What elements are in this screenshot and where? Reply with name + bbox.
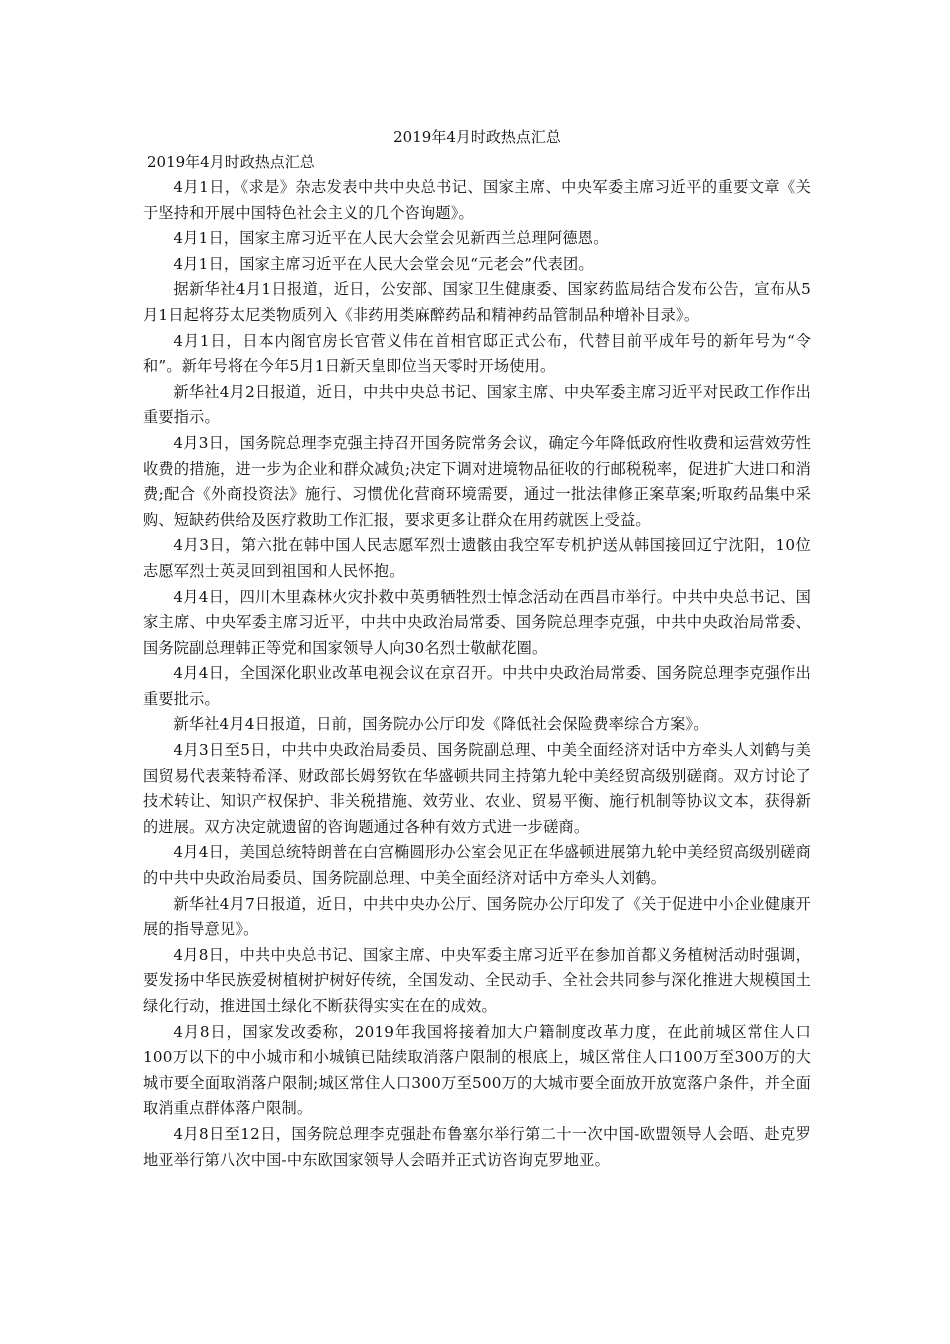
paragraph: 4月8日，国家发改委称，2019年我国将接着加大户籍制度改革力度，在此前城区常住人口100万以下的中小城市和小城镇已陆续取消落户限制的根底上，城区常住人口100万至300万的大城市要全面取消落户限制;城区常住人口300万至500万的大城市要全面放开放宽落户条件，并全面取消重点群体落户限制。: [143, 1022, 811, 1118]
paragraph: 新华社4月7日报道，近日，中共中央办公厅、国务院办公厅印发了《关于促进中小企业健康开展的指导意见》。: [143, 894, 811, 939]
paragraph: 4月3日至5日，中共中央政治局委员、国务院副总理、中美全面经济对话中方牵头人刘鹤与美国贸易代表莱特希泽、财政部长姆努钦在华盛顿共同主持第九轮中美经贸高级别磋商。双方讨论了技术转让、知识产权保护、非关税措施、效劳业、农业、贸易平衡、施行机制等协议文本，获得新的进展。双方决定就遗留的咨询题通过各种有效方式进一步磋商。: [143, 741, 811, 836]
paragraph: 新华社4月4日报道，日前，国务院办公厅印发《降低社会保险费率综合方案》。: [173, 715, 709, 734]
paragraph: 4月1日，国家主席习近平在人民大会堂会见新西兰总理阿德恩。: [173, 229, 609, 248]
paragraph: 4月4日，美国总统特朗普在白宫椭圆形办公室会见正在华盛顿进展第九轮中美经贸高级别磋商的中共中央政治局委员、国务院副总理、中美全面经济对话中方牵头人刘鹤。: [143, 843, 811, 888]
paragraph: 4月8日至12日，国务院总理李克强赴布鲁塞尔举行第二十一次中国-欧盟领导人会晤、赴克罗地亚举行第八次中国-中东欧国家领导人会晤并正式访咨询克罗地亚。: [143, 1124, 811, 1169]
paragraph: 4月1日，《求是》杂志发表中共中央总书记、国家主席、中央军委主席习近平的重要文章《关于坚持和开展中国特色社会主义的几个咨询题》。: [143, 178, 811, 222]
paragraph: 新华社4月2日报道，近日，中共中央总书记、国家主席、中央军委主席习近平对民政工作作出重要指示。: [143, 382, 811, 427]
paragraph: 4月3日，国务院总理李克强主持召开国务院常务会议，确定今年降低政府性收费和运营效劳性收费的措施，进一步为企业和群众减负;决定下调对进境物品征收的行邮税税率，促进扩大进口和消费;配合《外商投资法》施行、习惯优化营商环境需要，通过一批法律修正案草案;听取药品集中采购、短缺药供给及医疗救助工作汇报，要求更多让群众在用药就医上受益。: [143, 433, 811, 529]
paragraph: 4月4日，全国深化职业改革电视会议在京召开。中共中央政治局常委、国务院总理李克强作出重要批示。: [143, 664, 811, 708]
document-body: [143, 175, 811, 1173]
document-title: 2019年4月时政热点汇总: [393, 128, 561, 146]
paragraph: 4月4日，四川木里森林火灾扑救中英勇牺牲烈士悼念活动在西昌市举行。中共中央总书记、国家主席、中央军委主席习近平，中共中央政治局常委、国务院总理李克强，中共中央政治局常委、国务院副总理韩正等党和国家领导人向30名烈士敬献花圈。: [143, 587, 811, 657]
paragraph: 4月1日，日本内阁官房长官菅义伟在首相官邸正式公布，代替目前平成年号的新年号为“令和”。新年号将在今年5月1日新天皇即位当天零时开场使用。: [143, 331, 811, 376]
paragraph: 4月1日，国家主席习近平在人民大会堂会见“元老会”代表团。: [173, 254, 594, 273]
document-page: [143, 124, 811, 1173]
paragraph: 据新华社4月1日报道，近日，公安部、国家卫生健康委、国家药监局结合发布公告，宣布从5月1日起将芬太尼类物质列入《非药用类麻醉药品和精神药品管制品种增补目录》。: [143, 280, 811, 324]
paragraph: 4月3日，第六批在韩中国人民志愿军烈士遗骸由我空军专机护送从韩国接回辽宁沈阳，10位志愿军烈士英灵回到祖国和人民怀抱。: [143, 536, 811, 580]
document-subtitle: 2019年4月时政热点汇总: [147, 153, 315, 171]
paragraph: 4月8日，中共中央总书记、国家主席、中央军委主席习近平在参加首都义务植树活动时强调，要发扬中华民族爱树植树护树好传统，全国发动、全民动手、全社会共同参与深化推进大规模国土绿化行动，推进国土绿化不断获得实实在在的成效。: [143, 945, 811, 1015]
